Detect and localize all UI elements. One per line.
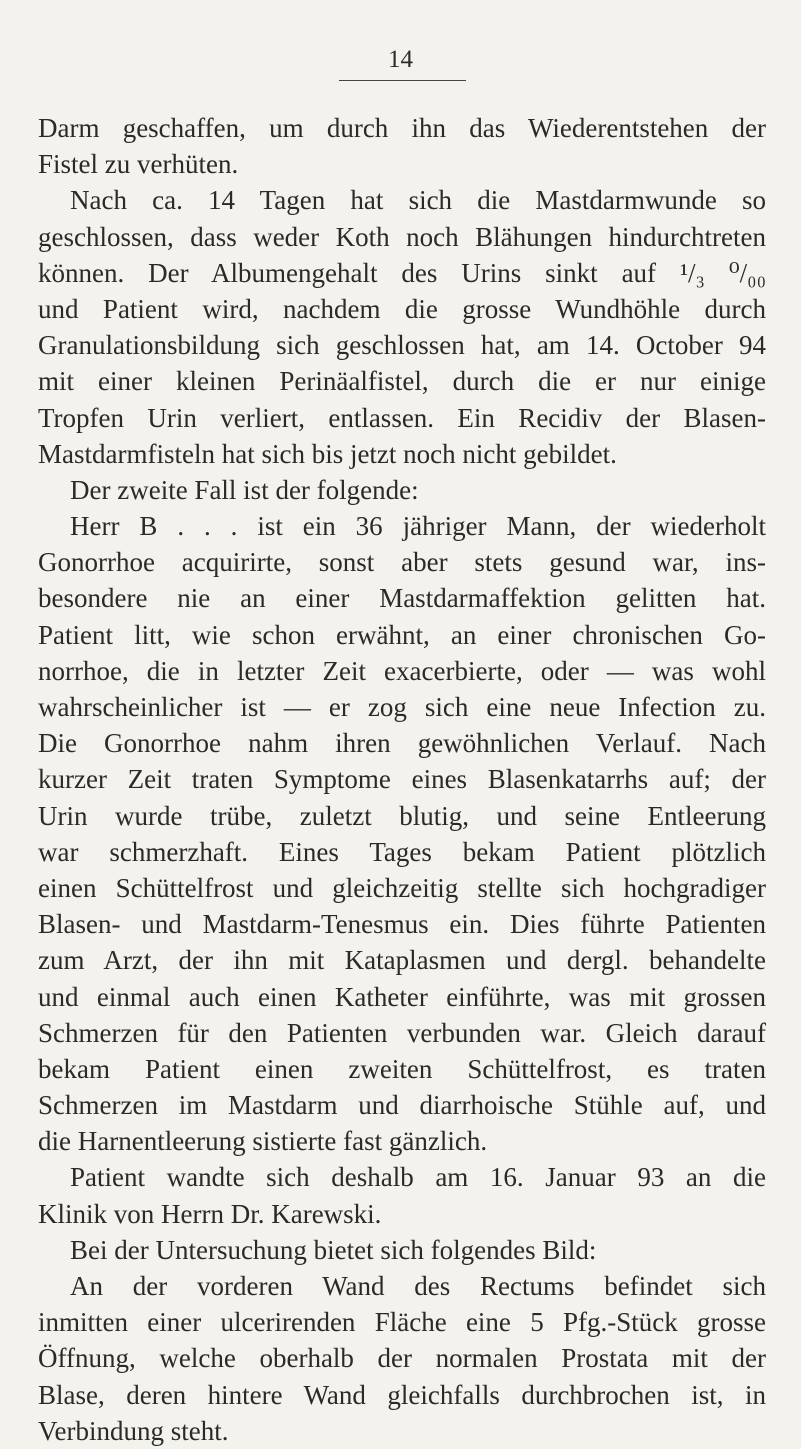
text-line: Öffnung, welche oberhalb der normalen Prostata mit der bbox=[38, 1343, 766, 1374]
text-line: Herr B . . . ist ein 36 jähriger Mann, der wiederholt bbox=[70, 511, 766, 542]
text-line: Tropfen Urin verliert, entlassen. Ein Recidiv der Blasen- bbox=[38, 402, 766, 433]
text-line: Blasen- und Mastdarm-Tenesmus ein. Dies führte Patienten bbox=[38, 909, 766, 940]
text-line: Bei der Untersuchung bietet sich folgendes Bild: bbox=[70, 1234, 597, 1265]
text-line: kurzer Zeit traten Symptome eines Blasenkatarrhs auf; der bbox=[38, 764, 766, 795]
text-line: Blase, deren hintere Wand gleichfalls durchbrochen ist, in bbox=[38, 1379, 766, 1410]
text-line: Verbindung steht. bbox=[38, 1415, 229, 1446]
text-line: Fistel zu verhüten. bbox=[38, 149, 239, 180]
text-line: Der zweite Fall ist der folgende: bbox=[70, 474, 419, 505]
text-line: war schmerzhaft. Eines Tages bekam Patient plötzlich bbox=[38, 836, 766, 867]
text-line: Schmerzen im Mastdarm und diarrhoische Stühle auf, und bbox=[38, 1090, 766, 1121]
text-line: bekam Patient einen zweiten Schüttelfrost, es traten bbox=[38, 1053, 766, 1084]
text-line: einen Schüttelfrost und gleichzeitig stellte sich hochgradiger bbox=[38, 872, 766, 903]
text-line: Darm geschaffen, um durch ihn das Wiederentstehen der bbox=[38, 113, 766, 143]
text-line: An der vorderen Wand des Rectums befindet sich bbox=[70, 1271, 766, 1301]
text-line: Nach ca. 14 Tagen hat sich die Mastdarmwunde so bbox=[70, 185, 766, 216]
text-line: inmitten einer ulcerirenden Fläche eine 5 Pfg.-Stück grosse bbox=[38, 1307, 766, 1338]
text-line: Gonorrhoe acquirirte, sonst aber stets gesund war, ins- bbox=[38, 547, 766, 578]
page-number-rule bbox=[339, 80, 466, 81]
text-line: und Patient wird, nachdem die grosse Wundhöhle durch bbox=[38, 293, 766, 324]
text-line: wahrscheinlicher ist — er zog sich eine neue Infection zu. bbox=[38, 692, 766, 722]
text-line: norrhoe, die in letzter Zeit exacerbierte, oder — was wohl bbox=[38, 655, 766, 686]
text-line: und einmal auch einen Katheter einführte, was mit grossen bbox=[38, 981, 766, 1012]
body-text bbox=[38, 110, 766, 1449]
text-line: Urin wurde trübe, zuletzt blutig, und seine Entleerung bbox=[38, 800, 766, 831]
text-line: können. Der Albumengehalt des Urins sinkt auf ¹/₃ ⁰/₀₀ bbox=[38, 257, 766, 288]
text-line: zum Arzt, der ihn mit Kataplasmen und dergl. behandelte bbox=[38, 945, 766, 976]
text-line: Die Gonorrhoe nahm ihren gewöhnlichen Verlauf. Nach bbox=[38, 728, 766, 759]
text-line: Mastdarmfisteln hat sich bis jetzt noch nicht gebildet. bbox=[38, 438, 617, 469]
text-line: besondere nie an einer Mastdarmaffektion gelitten hat. bbox=[38, 583, 766, 614]
text-line: die Harnentleerung sistierte fast gänzlich. bbox=[38, 1126, 488, 1157]
text-line: mit einer kleinen Perinäalfistel, durch die er nur einige bbox=[38, 366, 766, 397]
text-line: Klinik von Herrn Dr. Karewski. bbox=[38, 1198, 382, 1229]
text-line: Schmerzen für den Patienten verbunden war. Gleich darauf bbox=[38, 1017, 766, 1048]
page-number: 14 bbox=[388, 46, 413, 73]
text-line: Patient litt, wie schon erwähnt, an einer chronischen Go- bbox=[38, 619, 766, 650]
text-line: Patient wandte sich deshalb am 16. Januar 93 an die bbox=[70, 1162, 766, 1193]
text-line: geschlossen, dass weder Koth noch Blähungen hindurchtreten bbox=[38, 221, 766, 252]
text-line: Granulationsbildung sich geschlossen hat, am 14. October 94 bbox=[38, 330, 766, 361]
